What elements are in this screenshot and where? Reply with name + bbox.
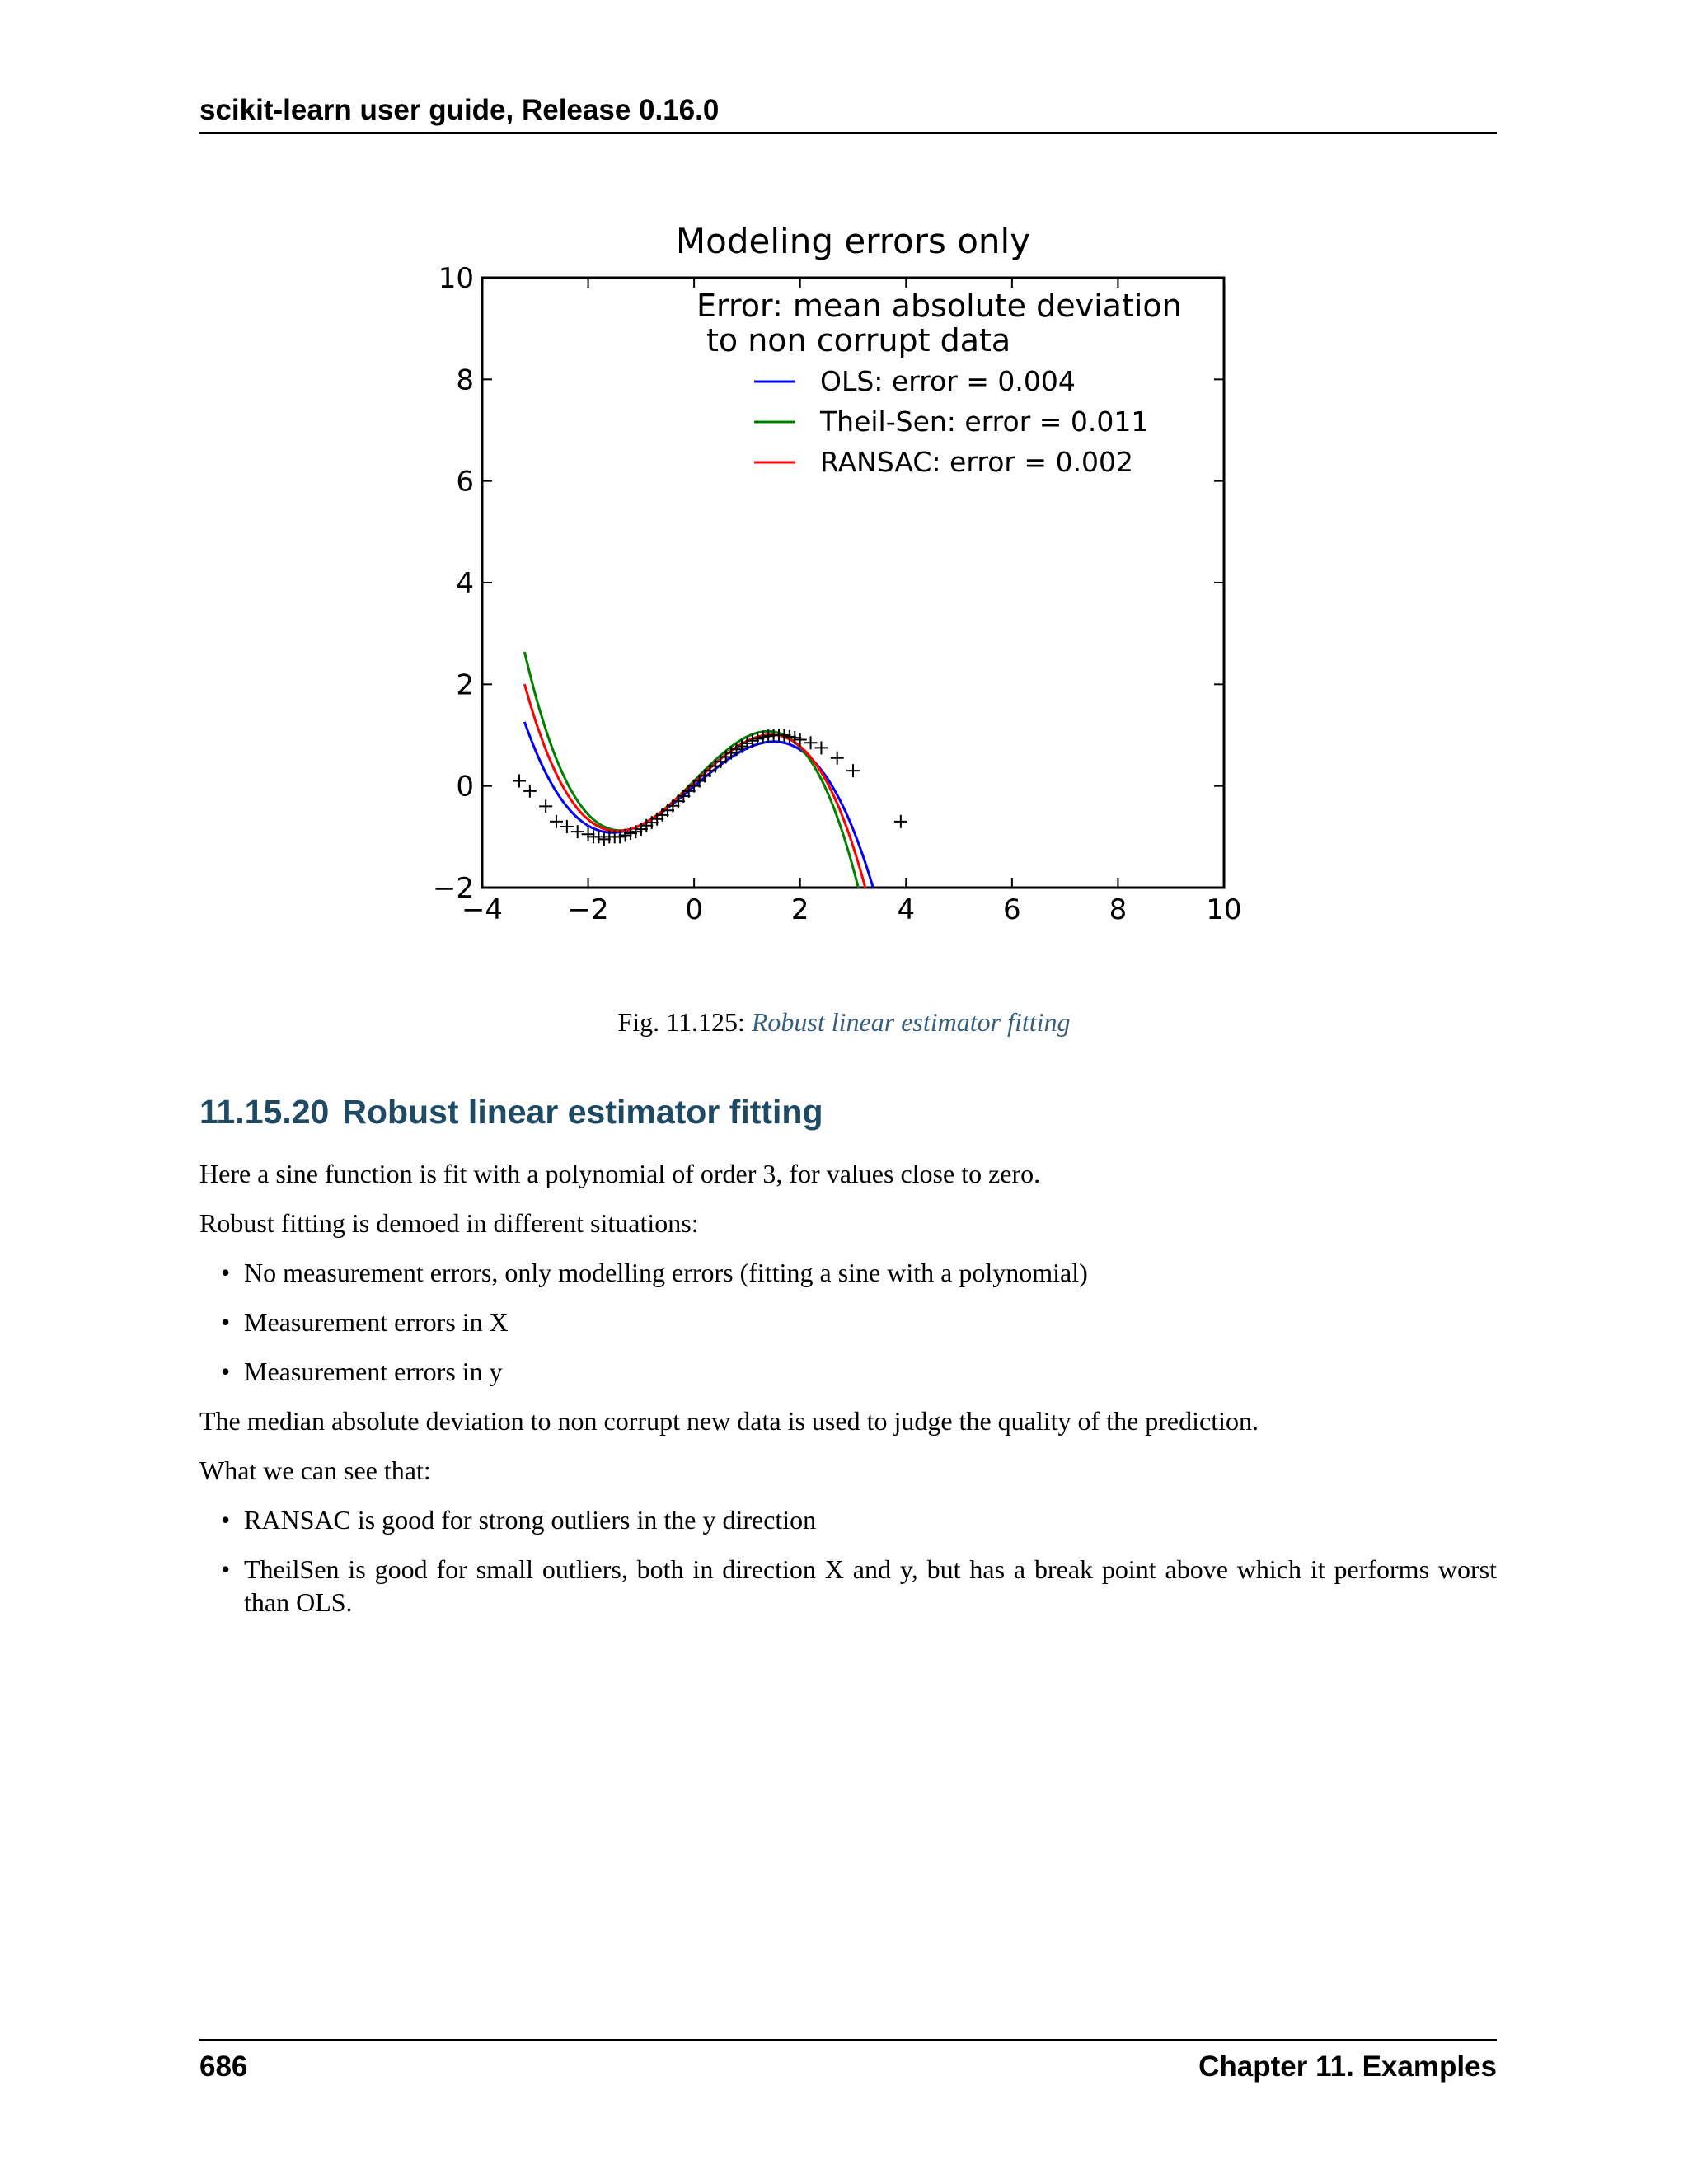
paragraph-situations-intro: Robust fitting is demoed in different situations:	[199, 1208, 699, 1238]
list-item-text: Measurement errors in X	[244, 1307, 509, 1337]
page-number: 686	[199, 2050, 248, 2083]
section-heading	[199, 1092, 823, 1132]
list-item-observation	[221, 1553, 1497, 1619]
list-item-observation	[221, 1503, 1497, 1536]
bullet-glyph: •	[221, 1258, 231, 1287]
y-tick-label: 2	[456, 668, 474, 702]
x-tick-label: 10	[1206, 893, 1242, 926]
paragraph-median: The median absolute deviation to non corrupt new data is used to judge the quality of the prediction.	[199, 1406, 1259, 1436]
legend-label: OLS: error = 0.004	[820, 365, 1076, 397]
y-tick-label: 0	[456, 770, 474, 804]
running-header	[199, 94, 1497, 134]
y-tick-label: 6	[456, 465, 474, 499]
legend-label: Theil-Sen: error = 0.011	[820, 405, 1149, 438]
chart	[424, 216, 1249, 949]
y-tick-label: 10	[438, 262, 474, 295]
list-item-text: Measurement errors in y	[244, 1357, 503, 1386]
bullet-glyph: •	[221, 1554, 231, 1584]
legend-label: RANSAC: error = 0.002	[820, 446, 1134, 478]
running-header-title: scikit-learn user guide, Release 0.16.0	[199, 94, 720, 126]
bullet-glyph: •	[221, 1307, 231, 1337]
figure-caption	[0, 1005, 1688, 1038]
list-item-text: TheilSen is good for small outliers, both in direction X and y, but has a break point above which it performs worst than OLS.	[244, 1554, 1497, 1617]
figure-caption-link[interactable]: Robust linear estimator fitting	[751, 1007, 1071, 1037]
list-item-situation	[221, 1256, 1497, 1289]
x-tick-label: 2	[790, 893, 809, 926]
section-title: Robust linear estimator fitting	[342, 1093, 823, 1131]
list-item-text: No measurement errors, only modelling errors (fitting a sine with a polynomial)	[244, 1258, 1088, 1287]
paragraph-intro: Here a sine function is fit with a polynomial of order 3, for values close to zero.	[199, 1159, 1041, 1188]
x-tick-label: −4	[461, 893, 504, 926]
paragraph-observations-intro: What we can see that:	[199, 1455, 431, 1485]
x-tick-label: 0	[685, 893, 703, 926]
x-tick-label: 4	[897, 893, 916, 926]
y-tick-label: 4	[456, 567, 474, 600]
legend-title: Error: mean absolute deviation	[696, 288, 1182, 324]
bullet-glyph: •	[221, 1505, 231, 1535]
x-tick-label: 6	[1003, 893, 1021, 926]
x-tick-label: 8	[1109, 893, 1128, 926]
x-tick-label: −2	[567, 893, 609, 926]
y-tick-label: −2	[432, 872, 474, 905]
y-tick-label: 8	[456, 363, 474, 397]
legend-title: to non corrupt data	[706, 322, 1011, 359]
chapter-label: Chapter 11. Examples	[1198, 2050, 1497, 2083]
figure-caption-label: Fig. 11.125:	[617, 1007, 745, 1037]
bullet-glyph: •	[221, 1357, 231, 1386]
section-number: 11.15.20	[199, 1093, 330, 1131]
running-footer	[199, 2039, 1497, 2082]
figure	[424, 216, 1249, 949]
list-item-situation	[221, 1355, 1497, 1388]
list-item-text: RANSAC is good for strong outliers in the y direction	[244, 1505, 817, 1535]
chart-title: Modeling errors only	[675, 221, 1031, 261]
list-item-situation	[221, 1305, 1497, 1338]
